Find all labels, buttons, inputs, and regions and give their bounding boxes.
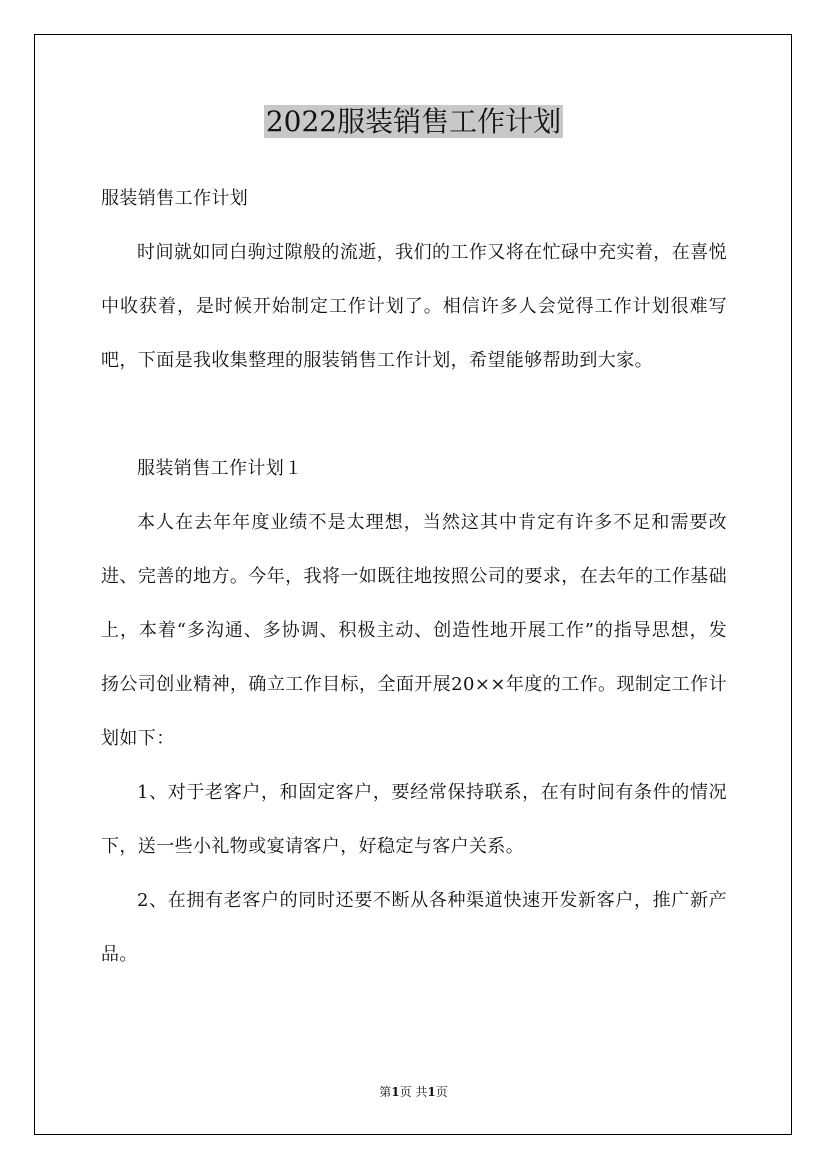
document-title-text: 2022服装销售工作计划: [265, 105, 562, 138]
page-footer: [0, 1082, 827, 1102]
page-number-total: 1: [427, 1085, 436, 1099]
body-paragraph-3: 2、在拥有老客户的同时还要不断从各种渠道快速开发新客户，推广新产品。: [101, 890, 727, 965]
document-title: [0, 102, 827, 142]
section-heading: 服装销售工作计划１: [137, 458, 303, 479]
body-paragraph-2: 1、对于老客户，和固定客户，要经常保持联系，在有时间有条件的情况下，送一些小礼物或宴请客户，好稳定与客户关系。: [101, 782, 727, 857]
blank-line: [101, 388, 727, 442]
page-number-suffix: 页: [435, 1085, 448, 1099]
intro-paragraph: 时间就如同白驹过隙般的流逝，我们的工作又将在忙碌中充实着，在喜悦中收获着，是时候开始制定工作计划了。相信许多人会觉得工作计划很难写吧，下面是我收集整理的服装销售工作计划，希望能够帮助到大家。: [101, 242, 727, 371]
page-number-current: 1: [391, 1085, 400, 1099]
page-number-mid: 页 共: [399, 1085, 428, 1099]
page-number-prefix: 第: [379, 1085, 392, 1099]
body-paragraph-1: 本人在去年年度业绩不是太理想，当然这其中肯定有许多不足和需要改进、完善的地方。今年，我将一如既往地按照公司的要求，在去年的工作基础上，本着“多沟通、多协调、积极主动、创造性地开展工作”的指导思想，发扬公司创业精神，确立工作目标，全面开展20××年度的工作。现制定工作计划如下：: [101, 512, 727, 749]
document-body: [101, 172, 727, 982]
document-subtitle: 服装销售工作计划: [101, 188, 249, 209]
